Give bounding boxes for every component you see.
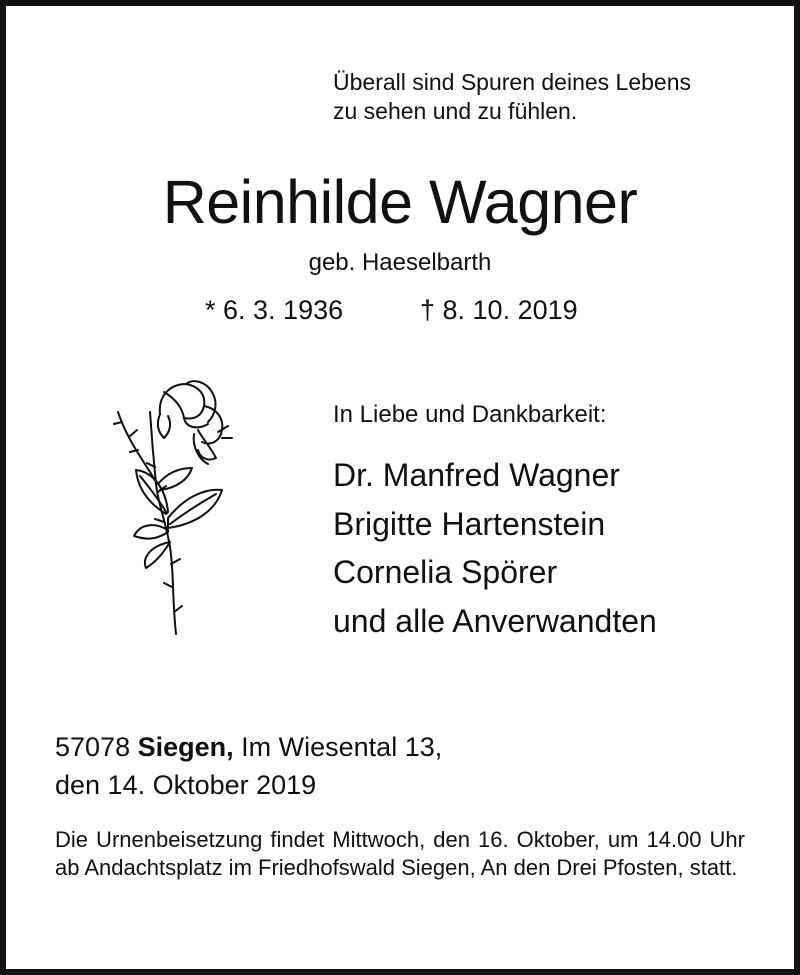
gratitude-intro: In Liebe und Dankbarkeit:	[333, 401, 607, 428]
funeral-notice: Die Urnenbeisetzung findet Mittwoch, den 16. Oktober, um 14.00 Uhr ab Andachtsplatz im Friedhofswald Siegen, An den Drei Pfosten, statt.	[55, 827, 745, 880]
rose-icon	[98, 372, 248, 640]
motto-line-1: Überall sind Spuren deines Lebens	[333, 69, 692, 95]
deceased-name: Reinhilde Wagner	[162, 168, 638, 236]
mourner-2: Brigitte Hartenstein	[333, 505, 606, 542]
address-block	[55, 728, 442, 804]
mourner-3: Cornelia Spörer	[333, 554, 558, 590]
motto-line-2: zu sehen und zu fühlen.	[333, 98, 578, 124]
mourners-list	[333, 451, 657, 645]
address-line	[55, 728, 442, 766]
maiden-name: geb. Haeselbarth	[308, 249, 492, 276]
death-date: † 8. 10. 2019	[420, 295, 578, 325]
motto	[333, 68, 691, 126]
birth-date: * 6. 3. 1936	[205, 295, 344, 325]
street: Im Wiesental 13,	[241, 732, 443, 762]
mourner-1: Dr. Manfred Wagner	[333, 457, 620, 493]
date-line: den 14. Oktober 2019	[55, 770, 317, 800]
postcode: 57078	[55, 732, 131, 762]
mourner-4: und alle Anverwandten	[333, 602, 657, 639]
city: Siegen,	[137, 732, 234, 762]
